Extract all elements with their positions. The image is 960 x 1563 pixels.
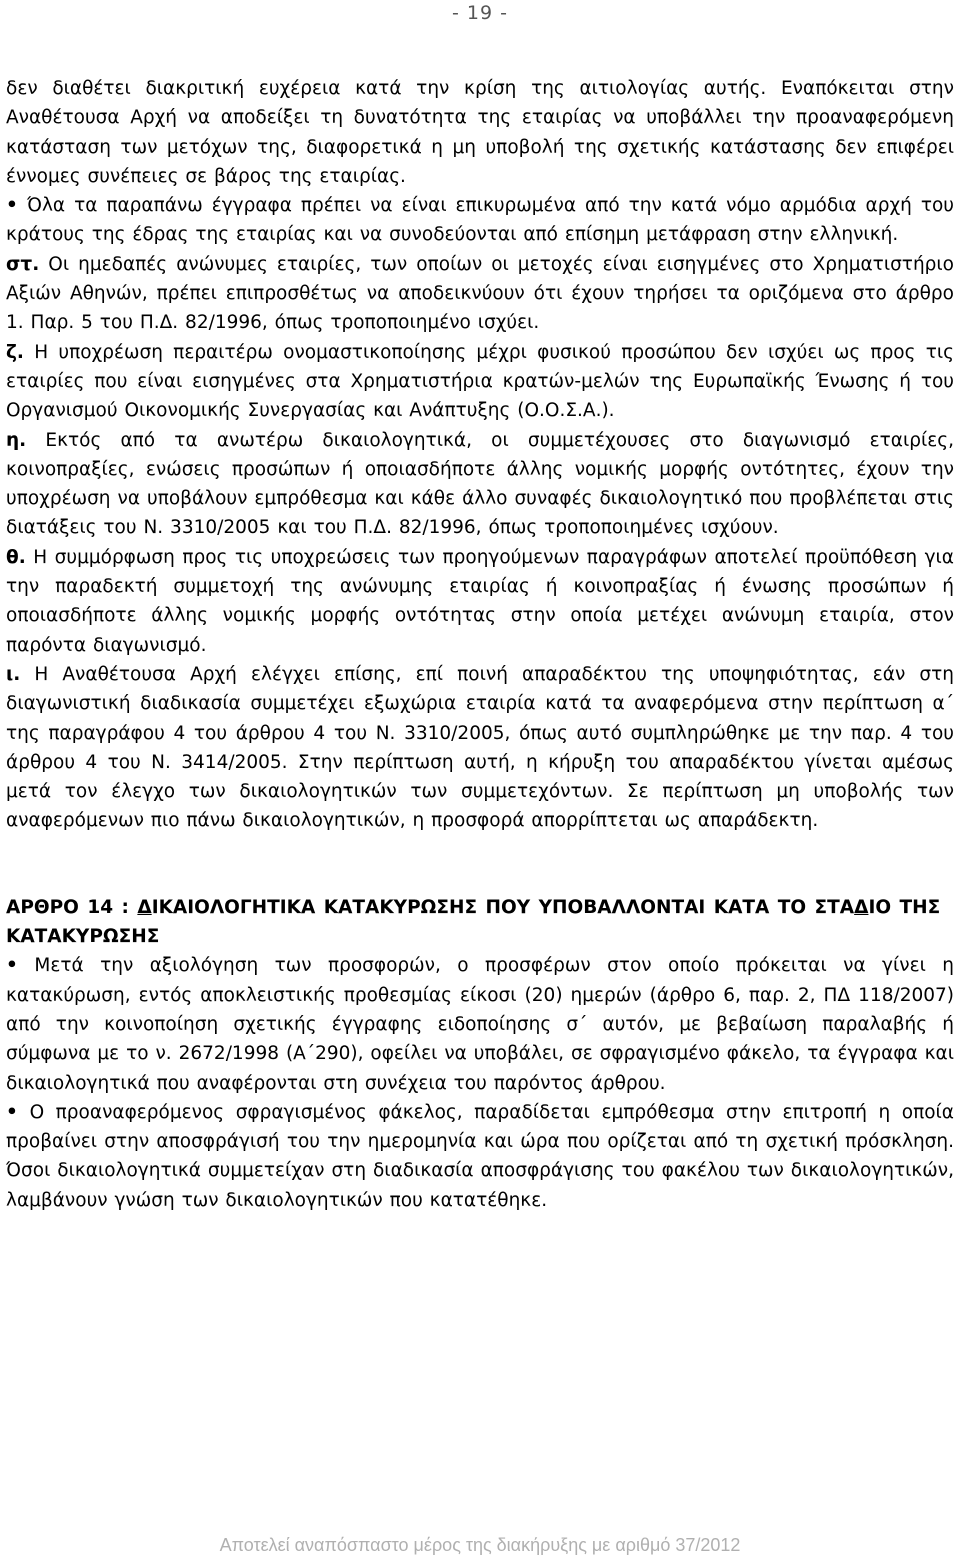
paragraph-z [6, 338, 954, 426]
bullet-text: Ο προαναφερόμενος σφραγισμένος φάκελος, παραδίδεται εμπρόθεσμα στην επιτροπή η οποία προβαίνει στην αποσφράγισή του την ημερομηνία και ώρα που ορίζεται από τη σχετική πρόσκληση. Όσοι δικαιολογητικά συμμετείχαν στη διαδικασία αποσφράγισης του φακέλου των δικαιολογητικών, λαμβάνουν γνώση των δικαιολογητικών που κατατέθηκε. [6, 1101, 955, 1211]
paragraph-label: ι. [6, 663, 21, 685]
bullet-icon: • [6, 1101, 18, 1123]
paragraph-label: ζ. [6, 341, 24, 363]
bullet-icon: • [6, 955, 18, 977]
article-heading [6, 893, 954, 952]
paragraph-label: η. [6, 429, 27, 451]
section-spacer [6, 836, 954, 893]
paragraph-i [6, 426, 954, 543]
list-item-bullet-2 [6, 951, 954, 1097]
paragraph-label: θ. [6, 546, 26, 568]
paragraph-iota [6, 660, 954, 836]
paragraph-text: Οι ημεδαπές ανώνυμες εταιρίες, των οποίων οι μετοχές είναι εισηγμένες στο Χρηματιστήριο Αξιών Αθηνών, πρέπει επιπροσθέτως να αποδεικνύουν ότι έχουν τηρήσει τα οριζόμενα στο άρθρο 1. Παρ. 5 του Π.Δ. 82/1996, όπως τροποποιημένο ισχύει. [6, 253, 954, 334]
paragraph-text: Η συμμόρφωση προς τις υποχρεώσεις των προηγούμενων παραγράφων αποτελεί προϋπόθεση για την παραδεκτή συμμετοχή της ανώνυμης εταιρίας ή κοινοπραξίας ή ένωσης προσώπων ή οποιασδήποτε άλλης νομικής μορφής οντότητας στην οποία μετέχει ανώνυμη εταιρία, στον παρόντα διαγωνισμό. [6, 546, 954, 656]
page-number: - 19 - [452, 2, 508, 24]
list-item-bullet-1 [6, 191, 954, 250]
bullet-text: Μετά την αξιολόγηση των προσφορών, ο προσφέρων στον οποίο πρόκειται να γίνει η κατακύρωση, εντός αποκλειστικής προθεσμίας είκοσι (20) ημερών (άρθρο 6, παρ. 2, ΠΔ 118/2007) από την κοινοποίηση σχετικής έγγραφης ειδοποίησης σ΄ αυτόν, με βεβαίωση παραλαβής ή σύμφωνα με το ν. 2672/1998 (Α΄290), οφείλει να υποβάλει, σε σφραγισμένο φάκελο, τα έγγραφα και δικαιολογητικά που αναφέρονται στη συνέχεια του παρόντος άρθρου. [6, 955, 954, 1094]
paragraph-text: Εκτός από τα ανωτέρω δικαιολογητικά, οι συμμετέχουσες στο διαγωνισμό εταιρίες, κοινοπραξίες, ενώσεις προσώπων ή οποιασδήποτε άλλης νομικής μορφής οντότητες, έχουν την υποχρέωση να υποβάλουν εμπρόθεσμα και κάθε άλλο συναφές δικαιολογητικό που προβλέπεται στις διατάξεις του Ν. 3310/2005 και του Π.Δ. 82/1996, όπως τροποποιημένες ισχύουν. [6, 429, 954, 539]
paragraph-st [6, 250, 954, 338]
bullet-icon: • [6, 195, 18, 217]
document-body [6, 74, 954, 1215]
heading-text: ΙΚΑΙΟΛΟΓΗΤΙΚΑ ΚΑΤΑΚΥΡΩΣΗΣ ΠΟΥ ΥΠΟΒΑΛΛΟΝΤΑΙ ΚΑΤΑ ΤΟ ΣΤΑ [151, 896, 855, 918]
page-footer: Αποτελεί αναπόσπαστο μέρος της διακήρυξης με αριθμό 37/2012 [219, 1535, 741, 1555]
heading-underlined-letter: Δ [137, 896, 152, 918]
paragraph-intro: δεν διαθέτει διακριτική ευχέρεια κατά την κρίση της αιτιολογίας αυτής. Εναπόκειται στην Αναθέτουσα Αρχή να αποδείξει τη δυνατότητα της εταιρίας να υποβάλλει την προαναφερόμενη κατάσταση των μετόχων της, διαφορετικά η μη υποβολή της σχετικής κατάστασης δεν επιφέρει έννομες συνέπειες σε βάρος της εταιρίας. [6, 78, 954, 187]
list-item-bullet-3 [6, 1098, 954, 1215]
paragraph-th [6, 543, 954, 660]
heading-underlined-letter: Δ [854, 896, 869, 918]
paragraph-text: Η Αναθέτουσα Αρχή ελέγχει επίσης, επί ποινή απαραδέκτου της υποψηφιότητας, εάν στη διαγωνιστική διαδικασία συμμετέχει εξωχώρια εταιρία κατά τα αναφερόμενα στην περίπτωση α΄ της παραγράφου 4 του άρθρου 4 του Ν. 3310/2005, όπως αυτό συμπληρώθηκε με την παρ. 4 του άρθρου 4 του Ν. 3414/2005. Στην περίπτωση αυτή, η κήρυξη του απαραδέκτου γίνεται αμέσως μετά τον έλεγχο των δικαιολογητικών των συμμετεχόντων. Σε περίπτωση μη υποβολής των αναφερόμενων πιο πάνω δικαιολογητικών, η προσφορά απορρίπτεται ως απαράδεκτη. [6, 663, 954, 832]
heading-prefix: ΑΡΘΡΟ 14 : [6, 896, 138, 918]
paragraph-label: στ. [6, 253, 40, 275]
heading-text-end: ΙΟ ΤΗΣ ΚΑΤΑΚΥΡΩΣΗΣ [6, 896, 941, 948]
paragraph-text: Η υποχρέωση περαιτέρω ονομαστικοποίησης μέχρι φυσικού προσώπου δεν ισχύει ως προς τις εταιρίες που είναι εισηγμένες στα Χρηματιστήρια κρατών-μελών της Ευρωπαϊκής Ένωσης ή του Οργανισμού Οικονομικής Συνεργασίας και Ανάπτυξης (Ο.Ο.Σ.Α.). [6, 341, 954, 422]
bullet-text: Όλα τα παραπάνω έγγραφα πρέπει να είναι επικυρωμένα από την κατά νόμο αρμόδια αρχή του κράτους της έδρας της εταιρίας και να συνοδεύονται από επίσημη μετάφραση στην ελληνική. [6, 195, 954, 246]
